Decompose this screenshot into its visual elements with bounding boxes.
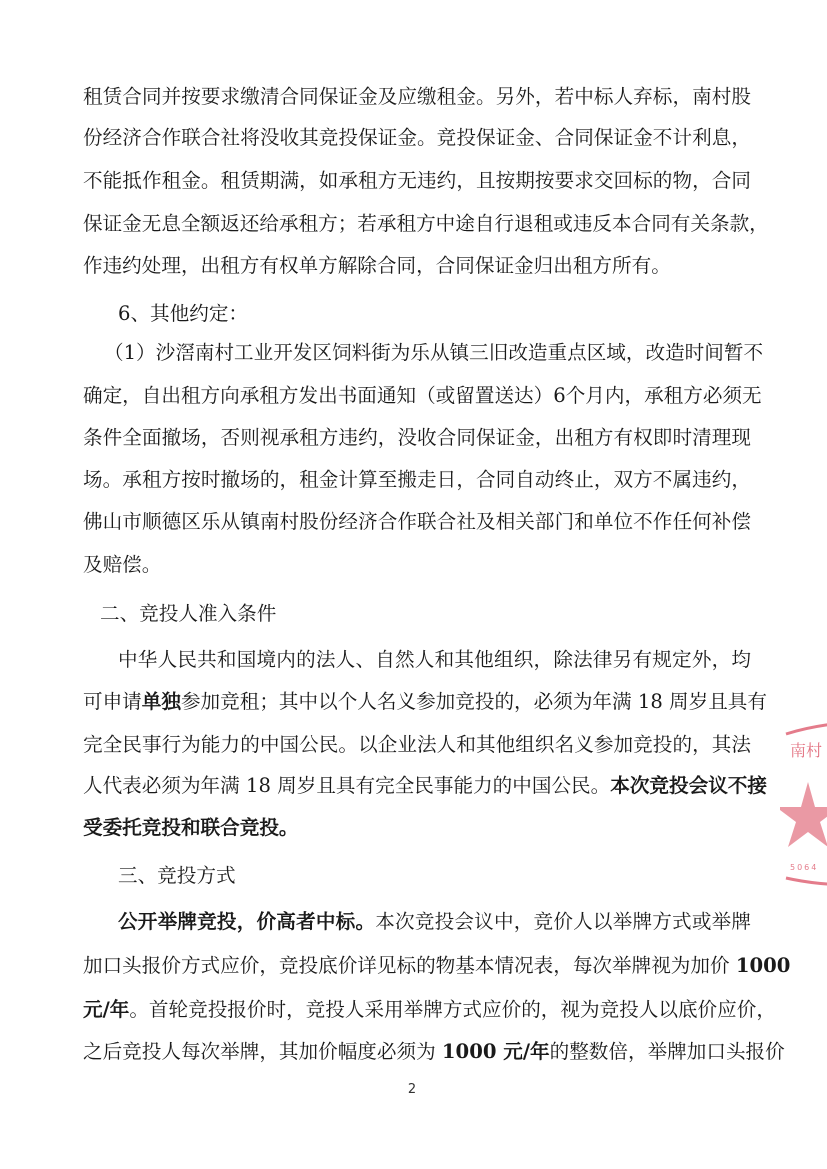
- text-run: 人代表必须为年满 18 周岁且具有完全民事能力的中国公民。: [83, 774, 611, 797]
- text-run: 的整数倍，举牌加口头报价: [549, 1040, 785, 1063]
- bold-text-run: 本次竞投会议不接: [610, 774, 767, 797]
- text-run: 。首轮竞投报价时，竞投人采用举牌方式应价的，视为竞投人以底价应价，: [129, 998, 776, 1021]
- clause-line: （1）沙滘南村工业开发区饲料街为乐从镇三旧改造重点区域，改造时间暂不: [104, 341, 764, 364]
- section-3-line: [83, 951, 791, 981]
- bold-text-run: 元/年: [83, 998, 130, 1021]
- text-run: 本次竞投会议中，竞价人以举牌方式或举牌: [375, 910, 752, 933]
- clause-line: 及赔偿。: [83, 553, 162, 576]
- text-run: 可申请: [83, 690, 142, 713]
- body-line: 保证金无息全额返还给承租方；若承租方中途自行退租或违反本合同有关条款，: [83, 212, 769, 235]
- svg-text:5064: 5064: [790, 863, 819, 872]
- bold-text-run: 公开举牌竞投，价高者中标。: [118, 910, 376, 933]
- body-line: 份经济合作联合社将没收其竞投保证金。竞投保证金、合同保证金不计利息，: [83, 126, 751, 149]
- page-number: 2: [407, 1082, 417, 1097]
- bold-text-run: 单独: [141, 690, 181, 713]
- section-2-line: 完全民事行为能力的中国公民。以企业法人和其他组织名义参加竞投的，其法: [83, 733, 751, 756]
- section-3-line: [83, 995, 776, 1025]
- bold-text-run: 1000: [735, 954, 791, 977]
- section-2-line: [83, 771, 767, 801]
- section-2-line: 受委托竞投和联合竞投。: [83, 816, 299, 839]
- text-run: 之后竞投人每次举牌，其加价幅度必须为: [83, 1040, 442, 1063]
- clause-line: 佛山市顺德区乐从镇南村股份经济合作联合社及相关部门和单位不作任何补偿: [83, 510, 751, 533]
- text-run: 参加竞租；其中以个人名义参加竞投的，必须为年满 18 周岁且具有: [180, 690, 767, 713]
- section-2-line: 中华人民共和国境内的法人、自然人和其他组织，除法律另有规定外，均: [118, 648, 751, 671]
- svg-text:南村: 南村: [790, 741, 823, 760]
- section-3-line: [83, 1037, 785, 1067]
- section-3-heading: 三、竞投方式: [118, 864, 236, 887]
- bold-text-run: 1000 元/年: [441, 1040, 550, 1063]
- section-2-line: [83, 687, 767, 717]
- clause-line: 条件全面撤场，否则视承租方违约，没收合同保证金，出租方有权即时清理现: [83, 426, 751, 449]
- section-3-line: [118, 907, 751, 937]
- clause-line: 场。承租方按时撤场的，租金计算至搬走日，合同自动终止，双方不属违约，: [83, 468, 751, 491]
- body-line: 不能抵作租金。租赁期满，如承租方无违约，且按期按要求交回标的物，合同: [83, 169, 751, 192]
- section-2-heading: 二、竞投人准入条件: [100, 602, 277, 625]
- clause-line: 确定，自出租方向承租方发出书面通知（或留置送达）6个月内，承租方必须无: [83, 384, 762, 407]
- text-run: 加口头报价方式应价，竞投底价详见标的物基本情况表，每次举牌视为加价: [83, 954, 736, 977]
- body-line: 租赁合同并按要求缴清合同保证金及应缴租金。另外，若中标人弃标，南村股: [83, 85, 751, 108]
- body-line: 作违约处理，出租方有权单方解除合同，合同保证金归出租方所有。: [83, 254, 671, 277]
- section-6-heading: 6、其他约定：: [118, 302, 249, 325]
- red-seal-stamp-icon: [780, 712, 827, 892]
